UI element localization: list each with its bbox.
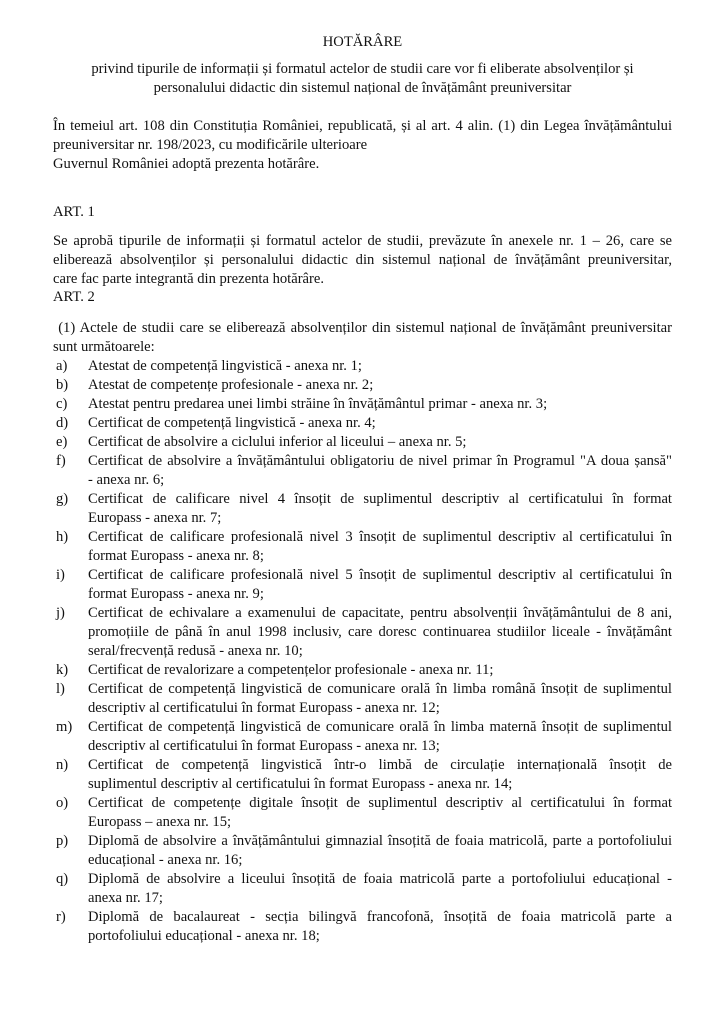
document-subtitle (53, 60, 672, 98)
list-item-line: Certificat de competență lingvistică într-o limbă de circulație internațională însoțit de (88, 757, 672, 773)
list-item-marker: e) (56, 434, 68, 450)
list-item (53, 680, 672, 718)
list-item-line: Atestat de competențe profesionale - anexa nr. 2; (88, 377, 374, 393)
list-item-line: Certificat de echivalare a examenului de capacitate, pentru absolvenții învățământului de 8 ani, (88, 605, 672, 621)
list-item-line: format Europass - anexa nr. 8; (88, 548, 264, 564)
list-item (53, 490, 672, 528)
preamble (53, 117, 672, 174)
list-item-marker: b) (56, 377, 69, 393)
list-item-line: Atestat pentru predarea unei limbi străine în învățământul primar - anexa nr. 3; (88, 396, 548, 412)
subtitle-line: privind tipurile de informații și formatul actelor de studii care vor fi eliberate absolvenților și (91, 61, 634, 77)
list-item-marker: q) (56, 871, 69, 887)
list-item (53, 433, 672, 452)
list-item-marker: f) (56, 453, 66, 469)
documents-list (53, 357, 672, 946)
list-item (53, 566, 672, 604)
list-item-line: - anexa nr. 6; (88, 472, 165, 488)
list-item-marker: d) (56, 415, 69, 431)
list-item-marker: r) (56, 909, 66, 925)
list-item-marker: n) (56, 757, 69, 773)
article-1-text (53, 232, 672, 289)
list-item (53, 756, 672, 794)
list-item-marker: c) (56, 396, 68, 412)
list-item-line: Certificat de competență lingvistică - anexa nr. 4; (88, 415, 376, 431)
list-item-line: descriptiv al certificatului în format Europass - anexa nr. 13; (88, 738, 440, 754)
list-item-line: Certificat de calificare nivel 4 însoțit de suplimentul descriptiv al certificatului în format (88, 491, 672, 507)
list-item-line: format Europass - anexa nr. 9; (88, 586, 264, 602)
article-2-heading: ART. 2 (53, 289, 95, 305)
list-item-line: Diplomă de absolvire a liceului însoțită de foaia matricolă parte a portofoliului educațional - (88, 871, 672, 887)
article-1-line: care fac parte integrantă din prezenta hotărâre. (53, 271, 325, 287)
list-item-line: Certificat de absolvire a ciclului inferior al liceului – anexa nr. 5; (88, 434, 467, 450)
list-item-line: promoțiile de până în anul 1998 inclusiv, care doresc continuarea studiilor liceale - învățământ (88, 624, 672, 640)
list-item-marker: m) (56, 719, 73, 735)
list-item (53, 452, 672, 490)
list-item (53, 376, 672, 395)
list-item-marker: g) (56, 491, 69, 507)
list-item-line: portofoliului educațional - anexa nr. 18; (88, 928, 320, 944)
list-item (53, 414, 672, 433)
list-item-line: Diplomă de absolvire a învățământului gimnazial însoțită de foaia matricolă, parte a portofoliului (88, 833, 672, 849)
list-item (53, 870, 672, 908)
preamble-line: preuniversitar nr. 198/2023, cu modificările ulterioare (53, 137, 368, 153)
list-item (53, 395, 672, 414)
list-item (53, 528, 672, 566)
list-item-marker: o) (56, 795, 69, 811)
list-item-line: Certificat de absolvire a învățământului obligatoriu de nivel primar în Programul "A doua șansă" (88, 453, 672, 469)
list-item-marker: p) (56, 833, 69, 849)
list-item-marker: h) (56, 529, 69, 545)
preamble-line: Guvernul României adoptă prezenta hotărâre. (53, 156, 320, 172)
list-item-line: seral/frecvență redusă - anexa nr. 10; (88, 643, 303, 659)
article-1-line: eliberează absolvenților și personalului didactic din sistemul național de învățământ preuniversitar, (53, 252, 672, 268)
list-item (53, 794, 672, 832)
article-2-line: sunt următoarele: (53, 339, 155, 355)
list-item-line: Certificat de calificare profesională nivel 5 însoțit de suplimentul descriptiv al certificatului în (88, 567, 672, 583)
article-2-intro (53, 319, 672, 357)
list-item (53, 661, 672, 680)
list-item-line: Certificat de competențe digitale însoțit de suplimentul descriptiv al certificatului în format (88, 795, 672, 811)
article-2-line: (1) Actele de studii care se eliberează absolvenților din sistemul național de învățământ preuniversitar (53, 320, 672, 336)
list-item (53, 908, 672, 946)
list-item-line: Europass - anexa nr. 7; (88, 510, 222, 526)
list-item-marker: a) (56, 358, 68, 374)
list-item-line: descriptiv al certificatului în format Europass - anexa nr. 12; (88, 700, 440, 716)
list-item (53, 832, 672, 870)
list-item-marker: i) (56, 567, 65, 583)
list-item-marker: k) (56, 662, 69, 678)
list-item-line: Certificat de competență lingvistică de comunicare orală în limba maternă însoțit de suplimentul (88, 719, 672, 735)
list-item-line: Atestat de competență lingvistică - anexa nr. 1; (88, 358, 362, 374)
list-item-line: Certificat de competență lingvistică de comunicare orală în limba română însoțit de suplimentul (88, 681, 672, 697)
list-item (53, 357, 672, 376)
list-item-line: Europass – anexa nr. 15; (88, 814, 232, 830)
list-item-marker: l) (56, 681, 65, 697)
list-item (53, 718, 672, 756)
list-item-line: suplimentul descriptiv al certificatului în format Europass - anexa nr. 14; (88, 776, 513, 792)
list-item-line: anexa nr. 17; (88, 890, 163, 906)
list-item-line: educațional - anexa nr. 16; (88, 852, 243, 868)
list-item-line: Diplomă de bacalaureat - secția bilingvă francofonă, însoțită de foaia matricolă parte a (88, 909, 672, 925)
list-item-line: Certificat de revalorizare a competențelor profesionale - anexa nr. 11; (88, 662, 494, 678)
document-title: HOTĂRÂRE (322, 34, 403, 50)
list-item-line: Certificat de calificare profesională nivel 3 însoțit de suplimentul descriptiv al certificatului în (88, 529, 672, 545)
preamble-line: În temeiul art. 108 din Constituția României, republicată, și al art. 4 alin. (1) din Legea învățământului (53, 118, 672, 134)
list-item (53, 604, 672, 661)
article-1-line: Se aprobă tipurile de informații și formatul actelor de studii, prevăzute în anexele nr. 1 – 26, care se (53, 233, 672, 249)
article-1-heading: ART. 1 (53, 204, 95, 220)
subtitle-line: personalului didactic din sistemul național de învățământ preuniversitar (153, 80, 572, 96)
list-item-marker: j) (56, 605, 65, 621)
